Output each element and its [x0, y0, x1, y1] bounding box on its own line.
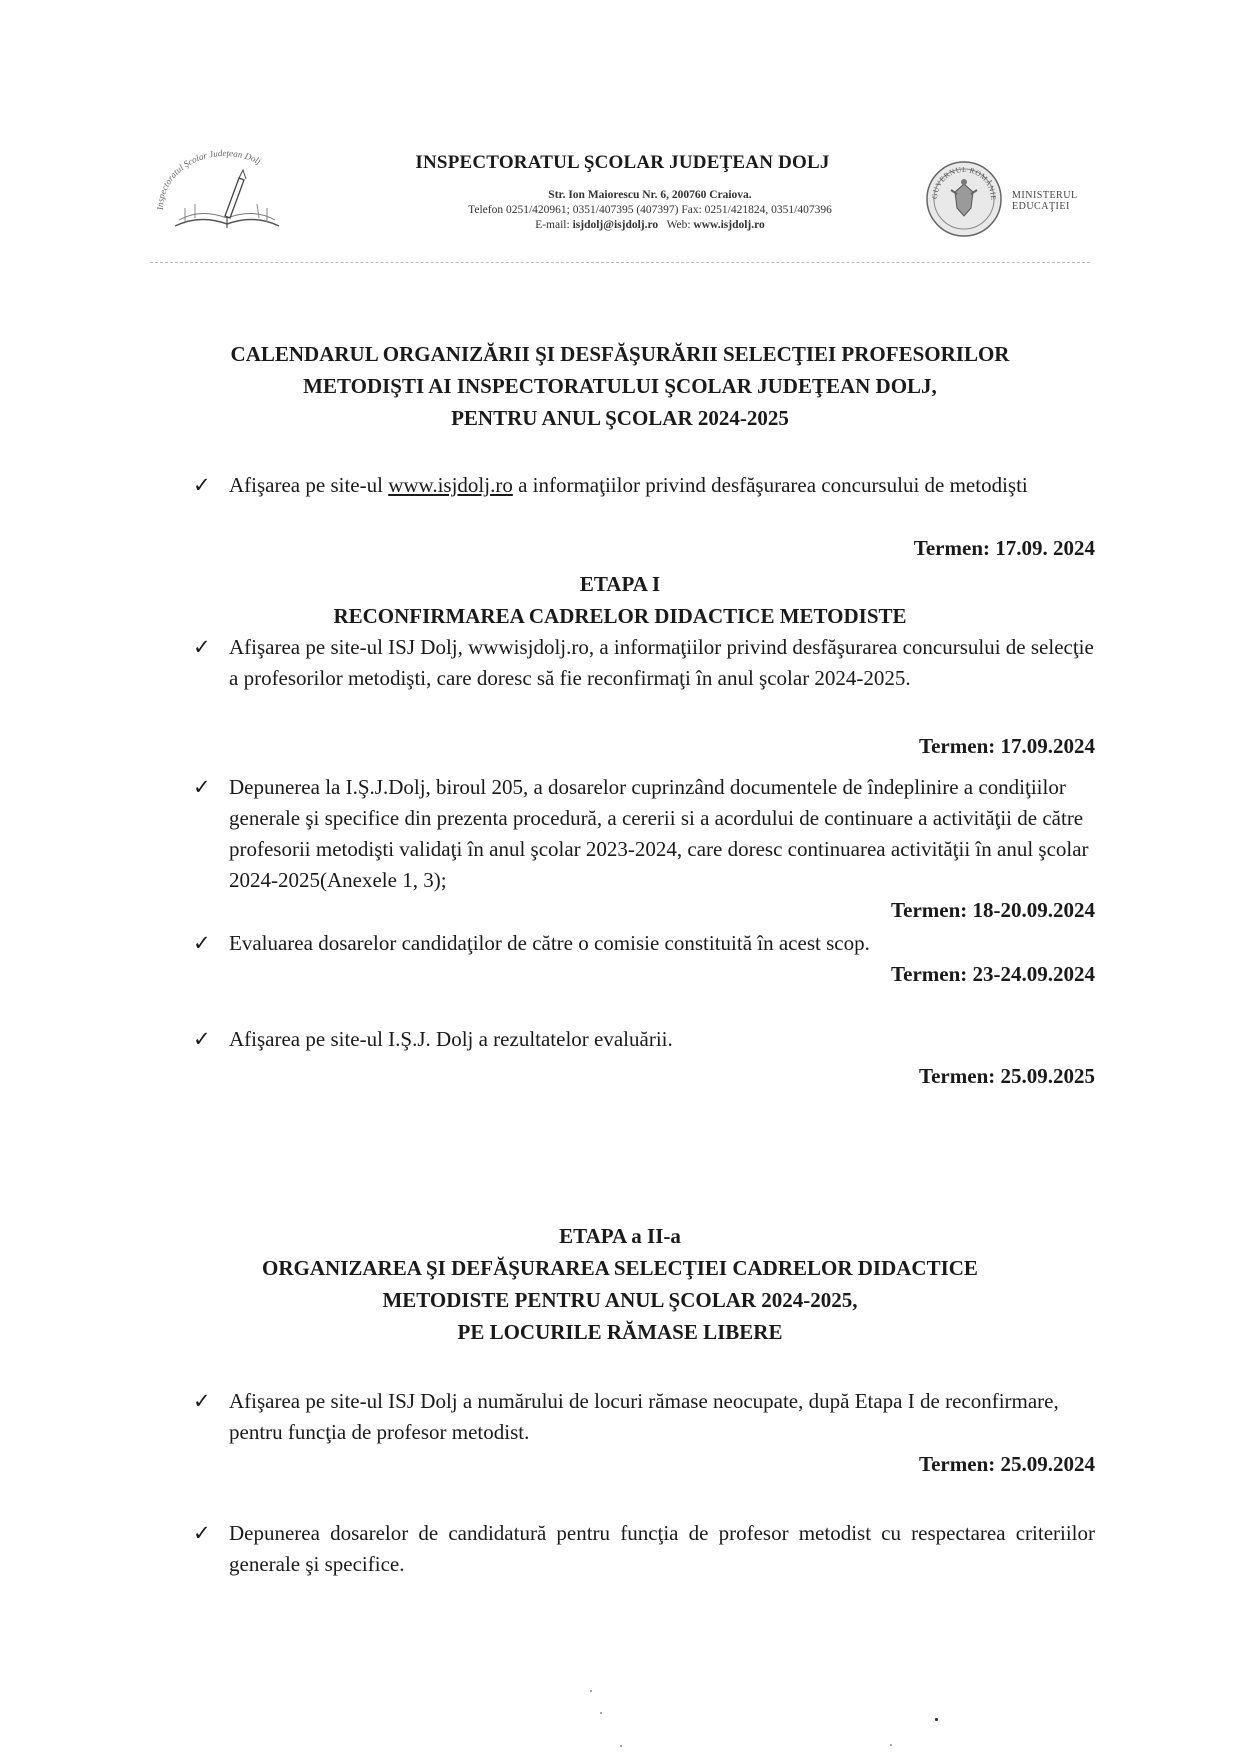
email-address[interactable]: isjdolj@isjdolj.ro: [572, 219, 659, 231]
etapa1-heading: [130, 568, 1110, 632]
etapa2-subtitle-1: ORGANIZAREA ŞI DEFĂŞURAREA SELECŢIEI CADRELOR DIDACTICE: [262, 1256, 978, 1280]
ministry-line2: EDUCAŢIEI: [1012, 201, 1070, 212]
deadline: Termen: 25.09.2024: [919, 1452, 1095, 1476]
list-item-text: Evaluarea dosarelor candidaţilor de către o comisie constituită în acest scop.: [229, 931, 870, 955]
etapa1-title: ETAPA I: [579, 572, 661, 596]
list-item-text: Afişarea pe site-ul ISJ Dolj, wwwisjdolj.ro, a informaţiilor privind desfăşurarea concursului de selecţie a profesorilor metodişti, care doresc să fie reconfirmaţi în anul şcolar 2024-2025.: [229, 635, 1094, 690]
list-item: [195, 1386, 1095, 1448]
etapa1-subtitle: RECONFIRMAREA CADRELOR DIDACTICE METODISTE: [333, 604, 907, 628]
institution-address: Str. Ion Maiorescu Nr. 6, 200760 Craiova.: [548, 189, 752, 201]
etapa2-heading: [130, 1220, 1110, 1348]
checkmark-icon: ✓: [193, 635, 211, 659]
deadline: Termen: 23-24.09.2024: [891, 962, 1095, 986]
site-link[interactable]: www.isjdolj.ro: [388, 473, 513, 497]
seal-text: GUVERNUL ROMÂNIE: [929, 164, 999, 201]
list-item: [195, 632, 1095, 694]
list-item-text: Afişarea pe site-ul www.isjdolj.ro a informaţiilor privind desfăşurarea concursului de metodişti: [229, 473, 1028, 497]
deadline: Termen: 17.09.2024: [919, 734, 1095, 758]
institution-contact: [330, 218, 970, 233]
etapa2-title: ETAPA a II-a: [559, 1224, 681, 1248]
scan-speck: [620, 1745, 622, 1747]
list-item-text: Afişarea pe site-ul ISJ Dolj a numărului de locuri rămase neocupate, după Etapa I de reconfirmare, pentru funcţia de profesor metodist.: [229, 1389, 1059, 1444]
ministry-line1: MINISTERUL: [1012, 190, 1078, 201]
list-item-text: Depunerea la I.Ş.J.Dolj, biroul 205, a dosarelor cuprinzând documentele de îndeplinire a condiţiilor generale şi specifice din prezenta procedură, a cererii si a acordului de continuare a activităţii de către profesorii metodişti validaţi în anul şcolar 2023-2024, care doresc continuarea activităţii în anul şcolar 2024-2025(Anexele 1, 3);: [229, 775, 1089, 892]
list-item: [195, 1024, 1095, 1055]
checkmark-icon: ✓: [193, 1389, 211, 1413]
etapa2-subtitle-3: PE LOCURILE RĂMASE LIBERE: [457, 1320, 783, 1344]
web-label: Web:: [666, 219, 691, 231]
scan-speck: [590, 1690, 592, 1692]
scan-speck: [935, 1718, 938, 1721]
deadline: Termen: 25.09.2025: [919, 1064, 1095, 1088]
government-seal: [925, 160, 1003, 238]
institution-name: INSPECTORATUL ŞCOLAR JUDEŢEAN DOLJ: [415, 152, 830, 173]
list-item: [195, 1518, 1095, 1580]
etapa2-subtitle-2: METODISTE PENTRU ANUL ŞCOLAR 2024-2025,: [382, 1288, 858, 1312]
deadline: Termen: 17.09. 2024: [913, 536, 1095, 560]
checkmark-icon: ✓: [193, 1521, 211, 1545]
checkmark-icon: ✓: [193, 1027, 211, 1051]
document-title: [130, 338, 1110, 434]
email-label: E-mail:: [535, 219, 570, 231]
svg-text:Inspectoratul Şcolar Judeţean: [155, 148, 263, 211]
list-item: [195, 928, 1095, 959]
header-divider: [150, 262, 1090, 263]
list-item-text: Depunerea dosarelor de candidatură pentru funcţia de profesor metodist cu respectarea criteriilor generale şi specifice.: [229, 1521, 1095, 1576]
checkmark-icon: ✓: [193, 931, 211, 955]
title-line-1: CALENDARUL ORGANIZĂRII ŞI DESFĂŞURĂRII SELECŢIEI PROFESORILOR: [230, 342, 1010, 366]
logo-arc-text: Inspectoratul Şcolar Judeţean Dolj: [155, 148, 263, 211]
scan-speck: [600, 1712, 602, 1714]
checkmark-icon: ✓: [193, 775, 211, 799]
deadline: Termen: 18-20.09.2024: [891, 898, 1095, 922]
checkmark-icon: ✓: [193, 473, 211, 497]
title-line-2: METODIŞTI AI INSPECTORATULUI ŞCOLAR JUDEŢEAN DOLJ,: [303, 374, 937, 398]
scan-speck: [890, 1744, 892, 1746]
institution-phone: Telefon 0251/420961; 0351/407395 (407397) Fax: 0251/421824, 0351/407396: [468, 204, 832, 216]
web-address[interactable]: www.isjdolj.ro: [693, 219, 765, 231]
list-item-text: Afişarea pe site-ul I.Ş.J. Dolj a rezultatelor evaluării.: [229, 1027, 673, 1051]
ministry-label: [1012, 190, 1078, 212]
list-item: [195, 470, 1095, 501]
list-item: [195, 772, 1095, 896]
title-line-3: PENTRU ANUL ŞCOLAR 2024-2025: [451, 406, 789, 430]
letterhead: [330, 152, 970, 233]
